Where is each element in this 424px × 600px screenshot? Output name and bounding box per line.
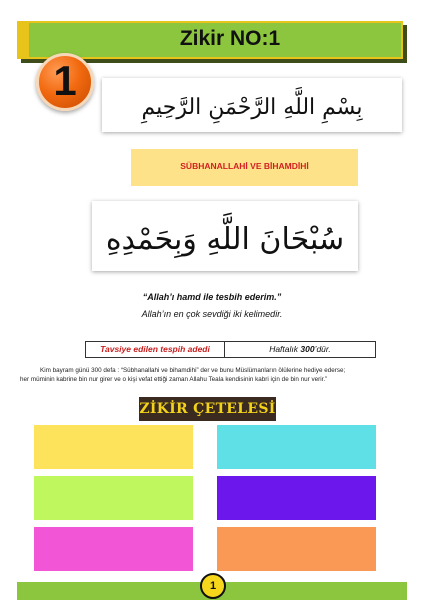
recommendation-label: Tavsiye edilen tespih adedi bbox=[86, 342, 225, 357]
hadith-note bbox=[20, 366, 406, 384]
recommendation-suffix: ’dür. bbox=[314, 344, 331, 354]
basmala-box bbox=[102, 78, 402, 132]
zikir-name: SÜBHANALLAHİ VE BİHAMDİHİ bbox=[180, 161, 309, 171]
tally-block-lime[interactable] bbox=[34, 476, 193, 520]
recommendation-prefix: Haftalık bbox=[269, 344, 301, 354]
tally-block-yellow[interactable] bbox=[34, 425, 193, 469]
page-number: 1 bbox=[209, 580, 217, 592]
zikir-arabic-box bbox=[92, 201, 358, 271]
page-title: Zikir NO:1 bbox=[179, 27, 281, 50]
zikir-calligraphy bbox=[92, 201, 358, 271]
recommendation-table bbox=[85, 341, 376, 358]
cetele-title: ZİKİR ÇETELESİ bbox=[139, 401, 276, 417]
badge-number: 1 bbox=[53, 57, 77, 104]
meaning-quote: “Allah’ı hamd ile tesbih ederim.” bbox=[142, 292, 282, 302]
meaning-subquote: Allah’ın en çok sevdiği iki kelimedir. bbox=[141, 309, 283, 319]
basmala-text: بِسْمِ اللَّهِ الرَّحْمَنِ الرَّحِيمِ bbox=[141, 95, 363, 120]
tally-block-purple[interactable] bbox=[217, 476, 376, 520]
recommendation-number: 300 bbox=[300, 344, 315, 354]
tally-block-cyan[interactable] bbox=[217, 425, 376, 469]
banner-accent bbox=[17, 21, 29, 59]
note-line-2: her müminin kabrine bin nur girer ve o kişi vefat ettiği zaman Allahu Teala kendisinin kabri için de bin nur verir.” bbox=[20, 376, 328, 383]
basmala-calligraphy bbox=[102, 78, 402, 132]
recommendation-value bbox=[225, 342, 375, 357]
tally-block-orange[interactable] bbox=[217, 527, 376, 571]
tally-block-pink[interactable] bbox=[34, 527, 193, 571]
note-line-1: Kim bayram günü 300 defa : “Sübhanallahi ve bihamdihi” der ve bunu Müslümanların ölülerine hediye ederse; bbox=[40, 367, 346, 374]
zikir-arabic-text: سُبْحَانَ اللَّهِ وَبِحَمْدِهِ bbox=[105, 222, 345, 257]
